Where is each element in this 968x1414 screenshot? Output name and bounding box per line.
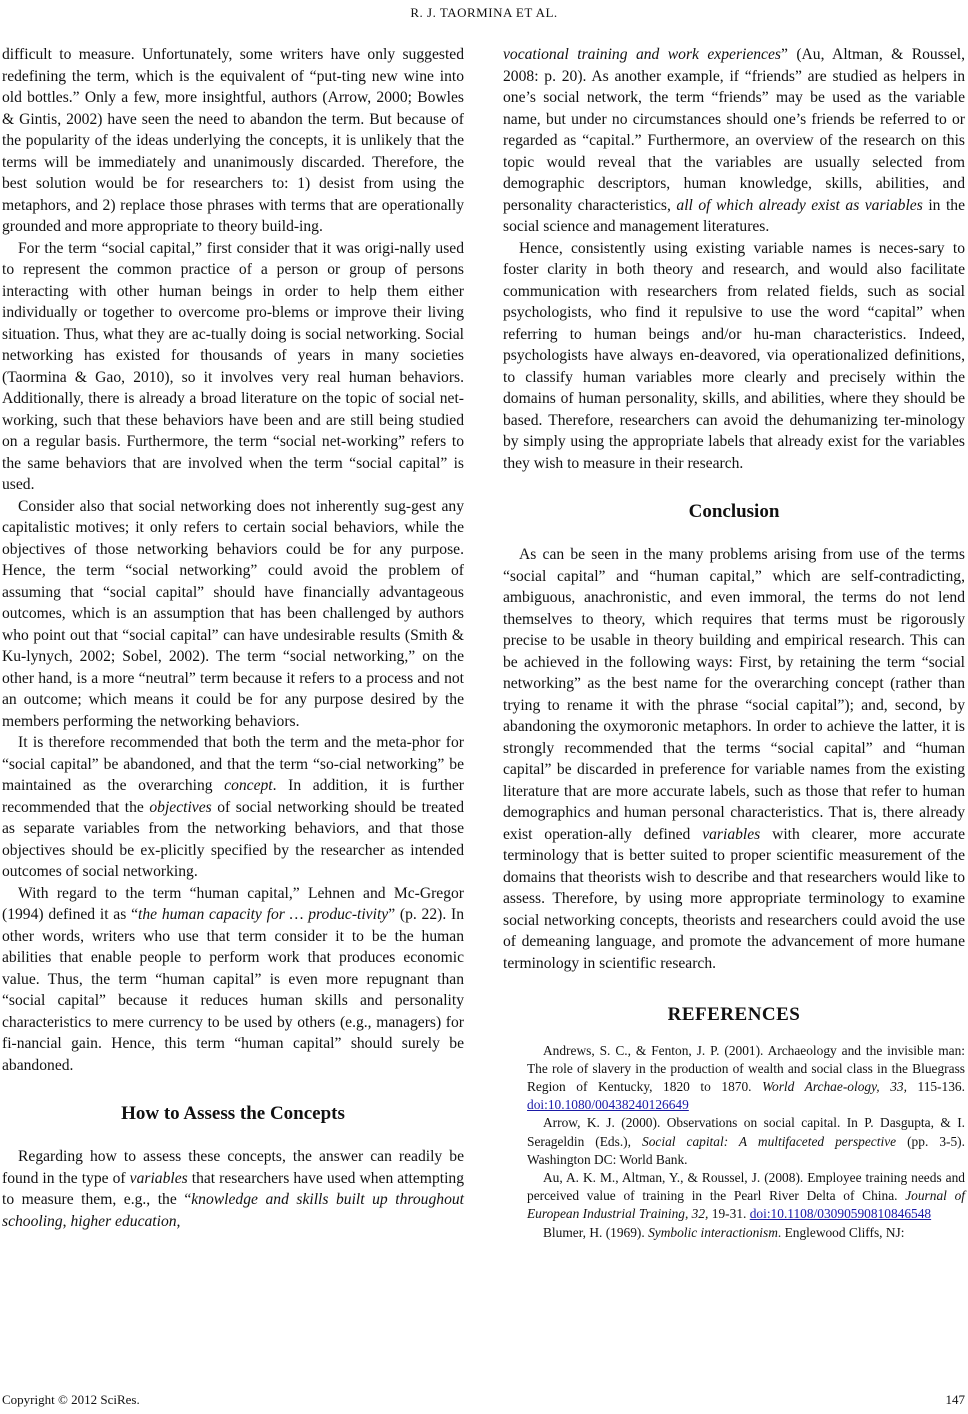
text-run: ” (p. 22). In other words, writers who use that term consider it to be the human abilities that enable people to perform work that produces economic value. Thus, the term “human capital” is even more repugnant than “social capital” because it reduces human skills and personality characteristics to mere currency to be used by others (e.g., managers) for fi-nancial gain. Hence, this term “human capital” should surely be abandoned.	[2, 906, 464, 1074]
text-run: ,	[62, 1212, 71, 1230]
right-column	[503, 44, 965, 1242]
reference-text: (pp. 3-5). Washington DC: World Bank.	[527, 1133, 965, 1167]
copyright-notice: Copyright © 2012 SciRes.	[2, 1392, 140, 1407]
paragraph	[2, 732, 464, 883]
reference-book-title: Symbolic interactionism	[648, 1224, 778, 1240]
text-run: that researchers have used when attempting to measure them, e.g., the “	[2, 1169, 464, 1208]
paragraph: difficult to measure. Unfortunately, some writers have only suggested redefining the term, which is the equivalent of “put-ting new wine into old bottles.” Only a few, more insightful, authors (Arrow, 2000; Bowles & Gintis, 2002) have seen the need to abandon the term. But because of the popularity of the ideas underlying the concepts, it is unlikely that the terms will be immediately and unanimously discarded. Therefore, the best solution would be for researchers to: 1) desist from using the metaphors, and 2) replace those phrases with terms that are operationally grounded and more appropriate to theory build-ing.	[2, 46, 464, 235]
emphasis: concept	[224, 777, 273, 794]
reference-journal: World Archae-ology, 33,	[762, 1078, 907, 1094]
running-head: R. J. TAORMINA ET AL.	[410, 5, 558, 20]
reference-text: 19-31.	[708, 1206, 750, 1222]
reference-text: . Englewood Cliffs, NJ:	[777, 1224, 905, 1240]
paragraph	[503, 544, 965, 974]
emphasis: variables	[702, 825, 761, 843]
reference-text: Blumer, H. (1969).	[543, 1224, 649, 1240]
emphasis: the human capacity for … produc-tivity	[138, 906, 389, 923]
emphasis: vocational training and work experiences	[503, 46, 781, 63]
doi-link[interactable]: doi:10.1080/00438240126649	[527, 1097, 689, 1113]
section-heading: How to Assess the Concepts	[121, 1103, 345, 1124]
paragraph: Consider also that social networking does not inherently sug-gest any capitalistic motives; it only refers to certain social behaviors, while the objectives of those networking behaviors could be for any purpose. Hence, the term “social networking” could avoid the problem of assuming that “social capital” should have financially advantageous outcomes, which is an assumption that has been challenged by authors who point out that “social capital” can have undesirable results (Smith & Ku-lynych, 2002; Sobel, 2002). The term “social networking,” on the other hand, is a more “neutral” term because it refers to a process and not an outcome; which means it could be for any purpose desired by the members performing the networking behaviors.	[2, 497, 464, 730]
reference-item	[503, 1224, 965, 1242]
reference-text: Arrow, K. J. (2000). Observations on social capital. In P. Dasgupta, & I. Serageldin (Eds.),	[527, 1115, 965, 1149]
text-run: of social networking should be treated as separate variables from the networking behaviors, and that those objectives should be ex-plicitly specified by the researcher as intended outcomes of social networking.	[2, 798, 464, 880]
reference-item	[503, 1042, 965, 1115]
text-run: with clearer, more accurate terminology that is better suited to proper scientific measurement of the domains that theorists wish to describe and that researchers would like to assess. Therefore, by using more appropriate terminology to examine social networking concepts, theorists and researchers could avoid the use of demeaning language, and promote the advancement of more humane terminology in scientific research.	[503, 825, 965, 972]
paragraph	[503, 44, 965, 238]
emphasis: variables	[129, 1169, 188, 1187]
reference-journal: Journal of European Industrial Training, 32,	[527, 1188, 965, 1222]
reference-text: Andrews, S. C., & Fenton, J. P. (2001). Archaeology and the invisible man: The role of slavery in the production of wealth and social class in the Bluegrass Region of Kentucky, 1820 to 1870.	[527, 1042, 965, 1094]
reference-text: 115-136.	[906, 1078, 965, 1094]
emphasis: knowledge and skills built up throughout schooling	[2, 1191, 464, 1230]
doi-link[interactable]: doi:10.1108/03090590810846548	[749, 1206, 932, 1222]
left-column	[2, 44, 464, 1232]
paragraph: Hence, consistently using existing variable names is neces-sary to foster clarity in both theory and research, and would also facilitate communication with researchers from related fields, such as social psychologists, who find it repulsive to use the word “capital” when referring to human beings and/or hu-man characteristics. Indeed, psychologists have always en-deavored, via operationalized definitions, to classify human variables more clearly and precisely within the domains of human personality, skills, and abilities, where they should be based. Therefore, researchers can avoid the dehumanizing ter-minology by simply using the appropriate labels that already exist for the variables they wish to measure in their research.	[503, 239, 965, 472]
paragraph	[2, 883, 464, 1077]
emphasis: all of which already exist as variables	[676, 196, 923, 214]
paragraph	[2, 1146, 464, 1232]
text-run: ” (Au, Altman, & Roussel, 2008: p. 20). As another example, if “friends” are studied as helpers in one’s social network, the term “friends” may be used as the variable name, but under no circumstances should one’s friends be referred to or regarded as “capital.” Furthermore, an overview of the research on this topic would reveal that the variables are usually selected from demographic descriptors, human knowledge, skills, abilities, and personality characteristics,	[503, 46, 966, 214]
text-run: in the social science and management literatures.	[503, 196, 966, 235]
reference-book-title: Social capital: A multifaceted perspective	[642, 1133, 897, 1149]
text-run: With regard to the term “human capital,” Lehnen and Mc-Gregor (1994) defined it as “	[2, 884, 464, 923]
reference-text: Au, A. K. M., Altman, Y., & Roussel, J. (2008). Employee training needs and perceived value of training in the Pearl River Delta of China.	[527, 1169, 965, 1204]
emphasis: higher education,	[70, 1212, 181, 1230]
conclusion-heading: Conclusion	[688, 501, 780, 522]
reference-item	[503, 1169, 965, 1224]
text-run: It is therefore recommended that both the term and the meta-phor for “social capital” be abandoned, and that the term “so-cial networking” be maintained as the overarching	[2, 734, 464, 794]
reference-list	[503, 1042, 965, 1242]
text-run: Regarding how to assess these concepts, the answer can readily be found in the type of	[2, 1148, 464, 1187]
paragraph: For the term “social capital,” first consider that it was origi-nally used to represent the common practice of a person or group of persons interacting with other human beings in order to help them either individually or together to overcome pro-blems or improve their living situation. Thus, what they are ac-tually doing is social networking. Social networking has existed for thousands of years in many societies (Taormina & Gao, 2010), so it involves very real human behaviors. Additionally, there is already a broad literature on the topic of social net-working, such that these behaviors have been and are still being studied on a regular basis. Furthermore, the term “social net-working” refers to the same behaviors that are involved when the term “social capital” is used.	[2, 239, 464, 493]
reference-item	[503, 1114, 965, 1169]
text-run: . In addition, it is further recommended that the	[2, 777, 464, 816]
text-run: As can be seen in the many problems arising from use of the terms “social capital” and “human capital,” which are self-contradicting, ambiguous, anachronistic, and even immoral, the terms do not lend themselves to theory, which requires that terms must be rigorously precise to be usable in theory building and empirical research. This can be achieved in the following ways: First, by retaining the term “social networking” as the best name for the overarching concept (rather than trying to rename it with the phrase “social capital”); and, second, by abandoning the oxymoronic metaphors. In order to achieve the latter, it is strongly recommended that the terms “social capital” and “human capital” be discarded in preference for variable names from the existing literature that are more accurate labels, such as those that refer to human demographics and human personal characteristics. That is, there already exist operation-ally defined	[503, 546, 965, 843]
references-heading: REFERENCES	[667, 1004, 801, 1025]
emphasis: objectives	[149, 798, 212, 816]
page-number: 147	[945, 1392, 965, 1407]
